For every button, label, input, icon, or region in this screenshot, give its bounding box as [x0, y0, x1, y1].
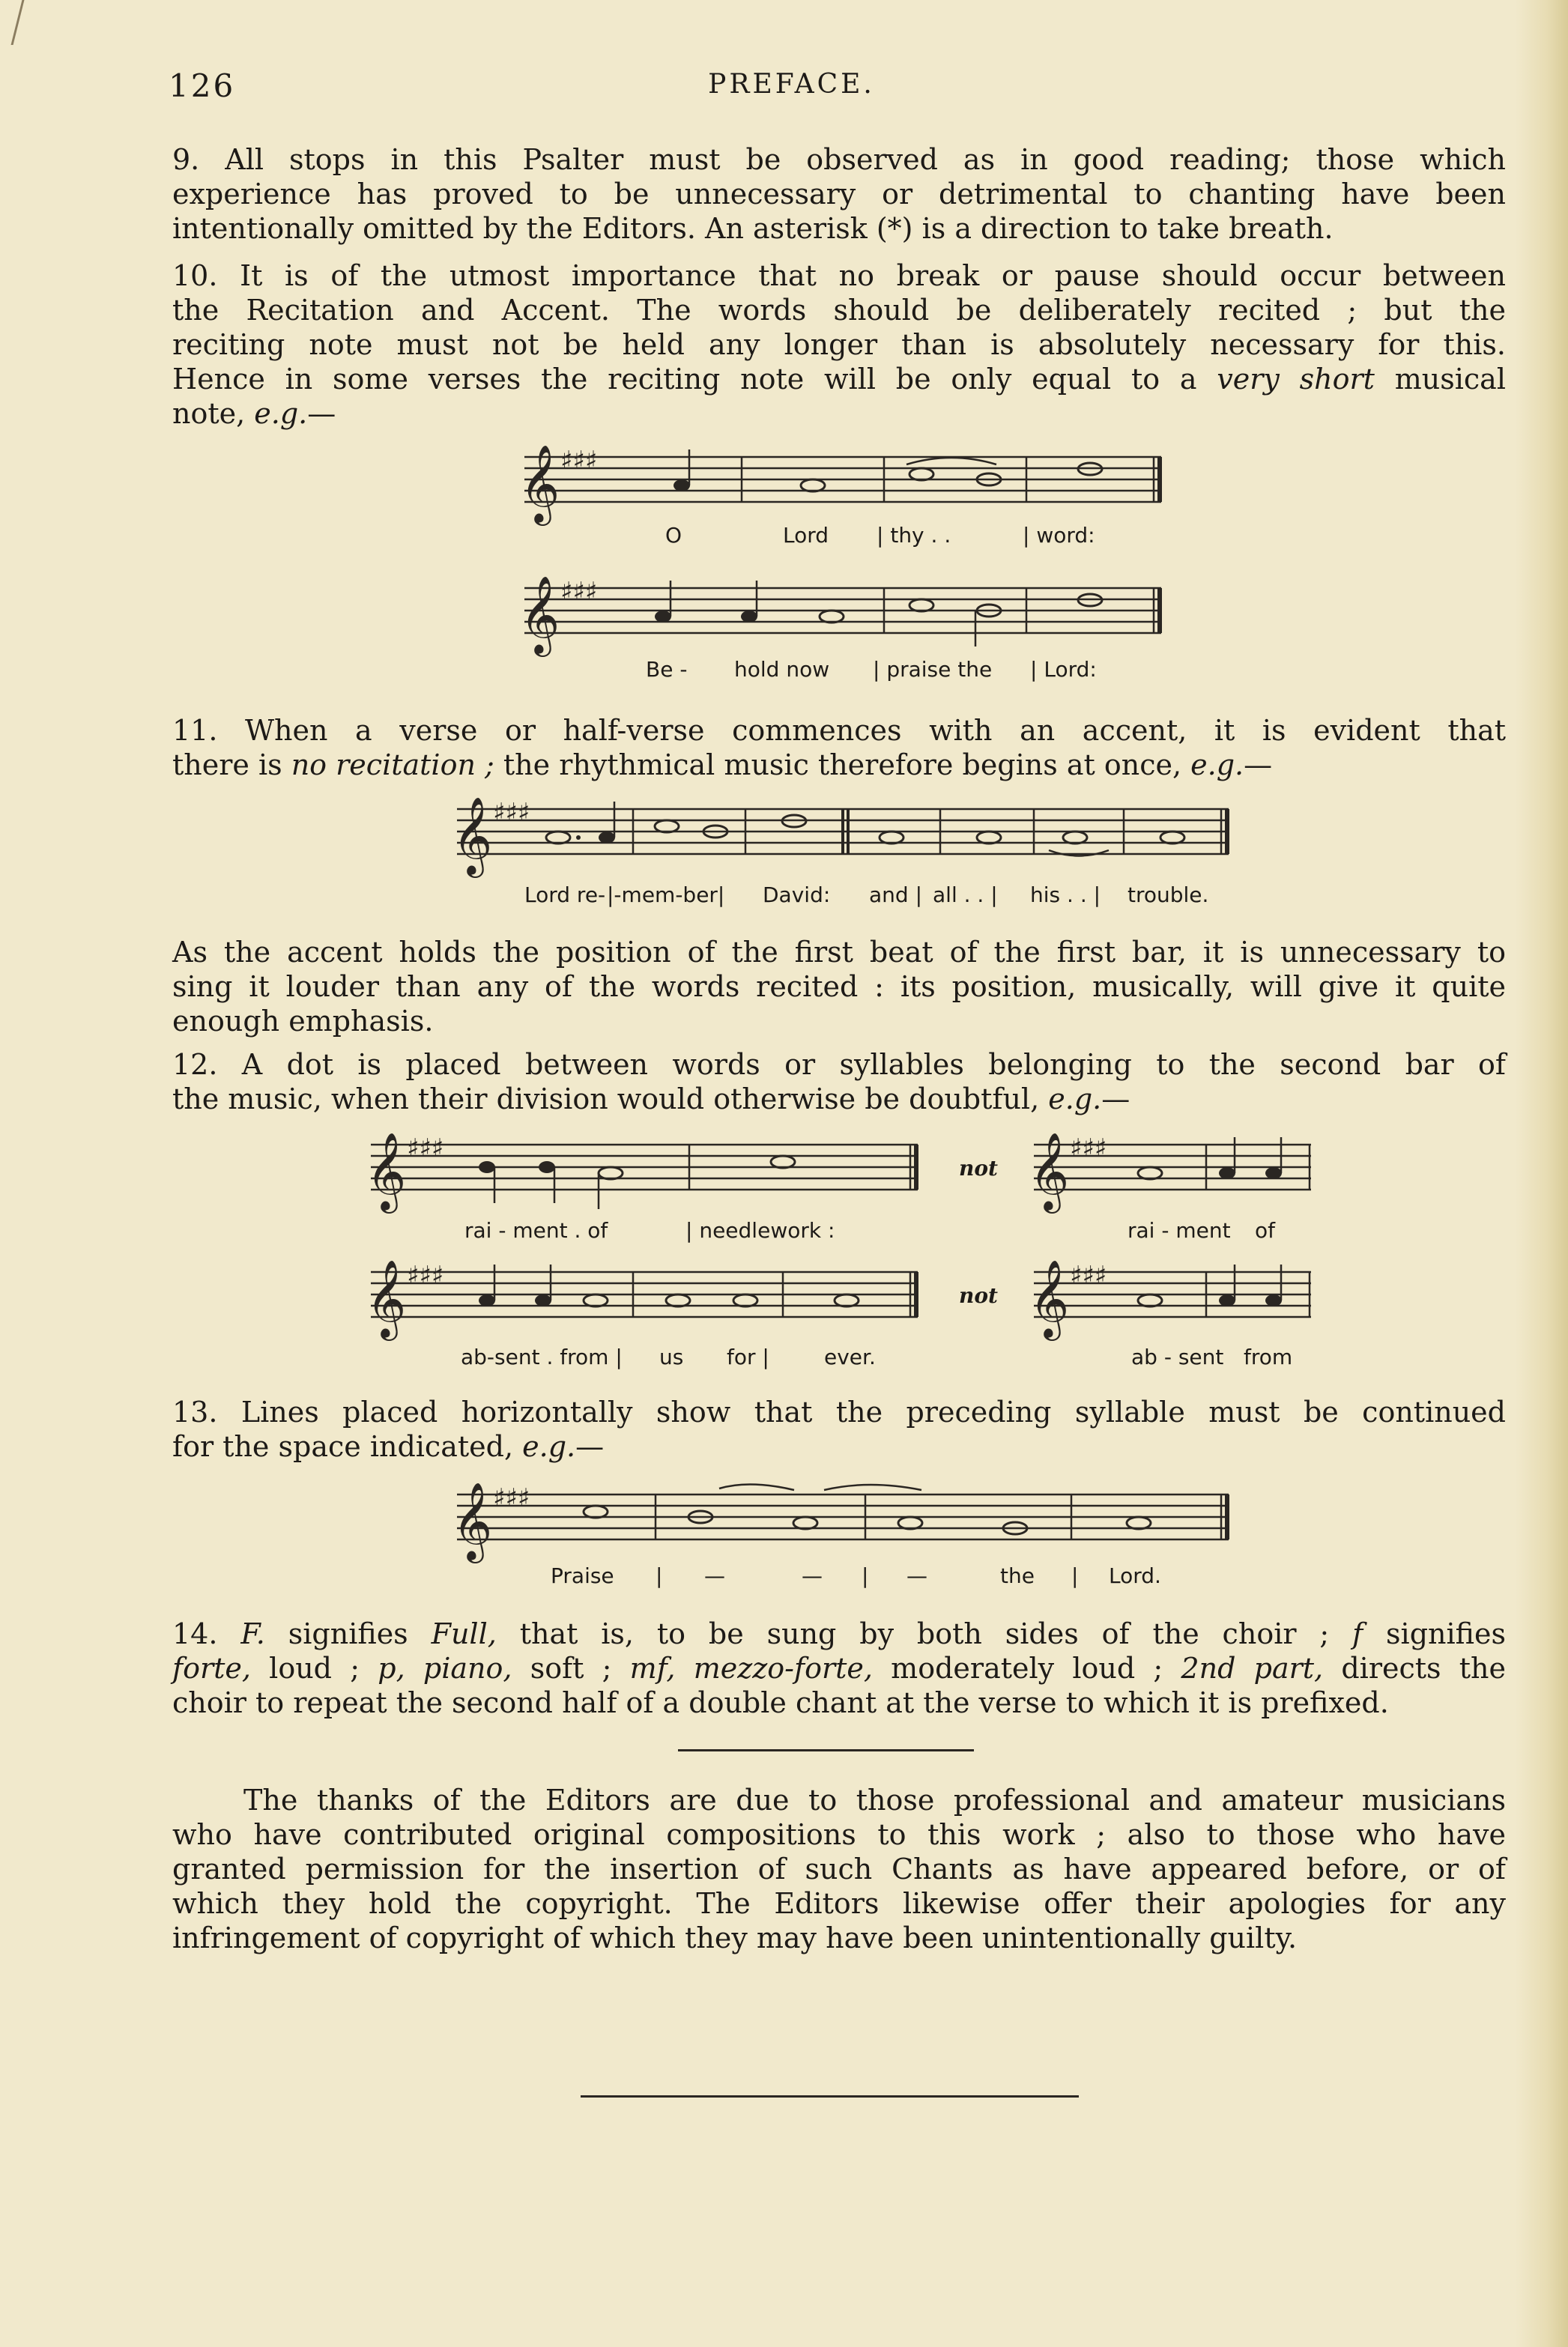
svg-text:♯♯♯: ♯♯♯ — [493, 1483, 530, 1513]
page-number: 126 — [169, 67, 236, 104]
staff-notation — [363, 1130, 925, 1212]
svg-text:♯♯♯: ♯♯♯ — [407, 1261, 444, 1291]
paragraph-14: 14. F. signifies Full, that is, to be sung by both sides of the choir ; f signifies forte, loud ; p, piano, soft ; mf, mezzo-forte, moderately loud ; 2nd part, directs the choir to repeat the second half of a double chant at the verse to which it is prefixed. — [172, 1617, 1506, 1719]
lyric-syllable: ab-sent . from | — [461, 1345, 623, 1369]
music-staff-example-11 — [449, 794, 1236, 876]
paragraph-11: 11. When a verse or half-verse commences with an accent, it is evident that there is no recitation ; the rhythmical music therefore begins at once, e.g.— — [172, 714, 1506, 781]
lyric-syllable: — — [704, 1563, 725, 1588]
lyric-syllable: Be - — [646, 657, 688, 682]
section-divider — [678, 1749, 974, 1751]
staff-notation — [517, 442, 1169, 524]
lyric-syllable: Praise — [551, 1563, 614, 1588]
lyric-syllable: ab - sent — [1131, 1345, 1224, 1369]
svg-text:𝄞: 𝄞 — [1029, 1259, 1070, 1338]
music-staff-example-12b-incorrect — [1026, 1257, 1319, 1339]
not-label: not — [959, 1156, 998, 1181]
lyric-syllable: | thy . . — [877, 523, 951, 548]
lyric-syllable: from — [1244, 1345, 1293, 1369]
svg-text:𝄞: 𝄞 — [1029, 1132, 1070, 1211]
lyric-syllable: his . . | — [1030, 882, 1101, 907]
svg-text:♯♯♯: ♯♯♯ — [560, 577, 598, 607]
paragraph-13: 13. Lines placed horizontally show that the preceding syllable must be continued for the space indicated, e.g.— — [172, 1396, 1506, 1463]
lyric-syllable: rai - ment . of — [464, 1218, 608, 1243]
paragraph-9: 9. All stops in this Psalter must be observed as in good reading; those which experience has proved to be unnecessary or detrimental to chanting have been intentionally omitted by the Editors. An asterisk (*) is a direction to take breath. — [172, 143, 1506, 245]
svg-text:𝄞: 𝄞 — [366, 1259, 407, 1338]
staff-notation — [517, 573, 1169, 655]
staff-notation — [449, 794, 1236, 876]
svg-text:♯♯♯: ♯♯♯ — [560, 446, 598, 476]
lyric-syllable: trouble. — [1127, 882, 1209, 907]
lyric-syllable: | — [656, 1563, 663, 1588]
lyric-syllable: and | — [869, 882, 923, 907]
page-corner-mark — [0, 0, 24, 45]
staff-notation — [363, 1257, 925, 1339]
lyric-syllable: O — [665, 523, 682, 548]
staff-notation — [449, 1480, 1236, 1562]
svg-text:♯♯♯: ♯♯♯ — [1070, 1133, 1107, 1163]
lyric-syllable: — — [906, 1563, 927, 1588]
music-staff-example-10a — [517, 442, 1169, 524]
page-edge — [1516, 0, 1568, 2347]
music-staff-example-12b — [363, 1257, 925, 1339]
lyric-syllable: the — [1000, 1563, 1035, 1588]
not-label: not — [959, 1283, 998, 1308]
music-staff-example-13 — [449, 1480, 1236, 1562]
lyric-syllable: ever. — [824, 1345, 876, 1369]
paragraph-12: 12. A dot is placed between words or syllables belonging to the second bar of the music, when their division would otherwise be doubtful, e.g.— — [172, 1048, 1506, 1115]
lyric-syllable: hold now — [734, 657, 830, 682]
lyric-syllable: us — [659, 1345, 684, 1369]
lyric-syllable: rai - ment — [1127, 1218, 1231, 1243]
svg-text:𝄞: 𝄞 — [452, 796, 493, 875]
lyric-syllable: | needlework : — [685, 1218, 835, 1243]
thanks-paragraph: The thanks of the Editors are due to those professional and amateur musicians who have contributed original compositions to this work ; also to those who have granted permission for the insertion of such Chants as have appeared before, or of which they hold the copyright. The Editors likewise offer their apologies for any infringement of copyright of which they may have been unintentionally guilty. — [172, 1784, 1506, 1954]
svg-text:♯♯♯: ♯♯♯ — [1070, 1261, 1107, 1291]
running-head: PREFACE. — [708, 69, 875, 100]
lyric-syllable: | — [1071, 1563, 1079, 1588]
lyric-syllable: of — [1255, 1218, 1275, 1243]
svg-text:𝄞: 𝄞 — [366, 1132, 407, 1211]
lyric-syllable: | word: — [1023, 523, 1095, 548]
lyric-syllable: for | — [727, 1345, 769, 1369]
lyric-syllable: — — [802, 1563, 823, 1588]
music-staff-example-10b — [517, 573, 1169, 655]
svg-text:♯♯♯: ♯♯♯ — [407, 1133, 444, 1163]
music-staff-example-12a-incorrect — [1026, 1130, 1319, 1212]
lyric-syllable: Lord — [783, 523, 829, 548]
paragraph-11-continued: As the accent holds the position of the first beat of the first bar, it is unnecessary to sing it louder than any of the words recited : its position, musically, will give it quite enough emphasis. — [172, 936, 1506, 1038]
lyric-syllable: Lord. — [1109, 1563, 1161, 1588]
lyric-syllable: all . . | — [933, 882, 998, 907]
lyric-syllable: Lord re- — [524, 882, 606, 907]
staff-notation — [1026, 1257, 1319, 1339]
svg-text:♯♯♯: ♯♯♯ — [493, 798, 530, 828]
closing-rule — [581, 2095, 1079, 2098]
lyric-syllable: David: — [763, 882, 831, 907]
lyric-syllable: | — [862, 1563, 869, 1588]
svg-text:𝄞: 𝄞 — [520, 575, 560, 654]
svg-text:𝄞: 𝄞 — [520, 444, 560, 523]
music-staff-example-12a — [363, 1130, 925, 1212]
staff-notation — [1026, 1130, 1319, 1212]
lyric-syllable: | Lord: — [1030, 657, 1097, 682]
lyric-syllable: |-mem-ber| — [607, 882, 725, 907]
svg-text:𝄞: 𝄞 — [452, 1482, 493, 1560]
lyric-syllable: | praise the — [873, 657, 993, 682]
paragraph-10: 10. It is of the utmost importance that no break or pause should occur between the Recitation and Accent. The words should be deliberately recited ; but the reciting note must not be held any longer than is absolutely necessary for this. Hence in some verses the reciting note will be only equal to a very short musical note, e.g.— — [172, 259, 1506, 430]
